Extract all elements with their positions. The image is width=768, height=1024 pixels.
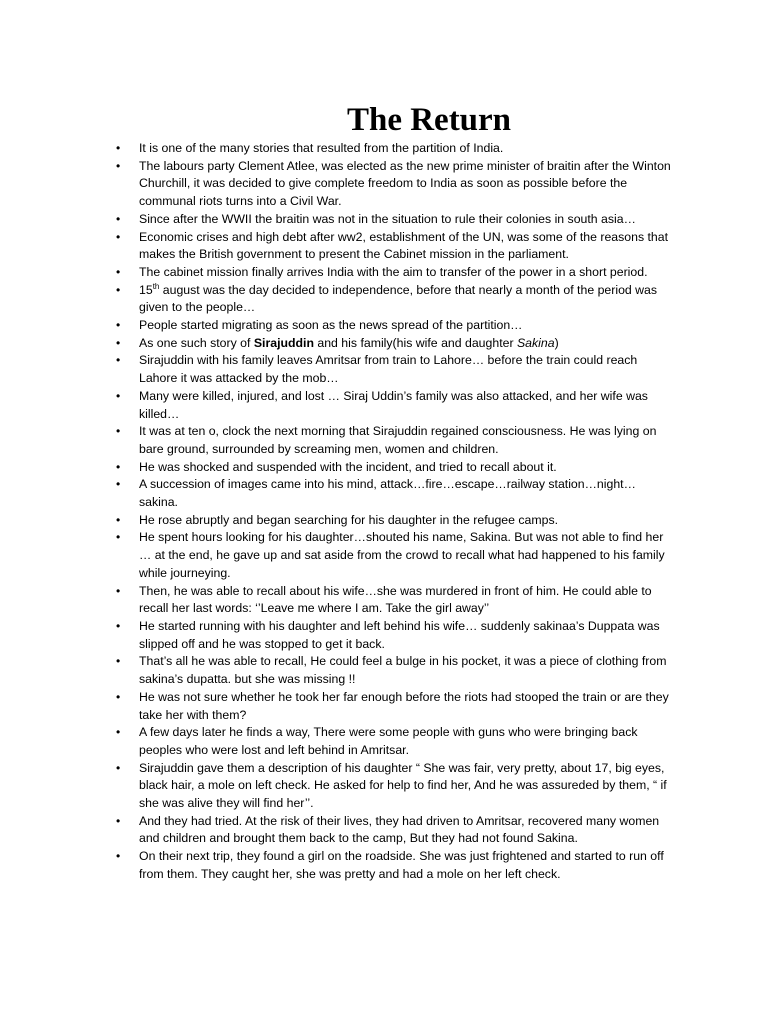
text-segment: The cabinet mission finally arrives India with the aim to transfer of the power in a short period. — [139, 264, 648, 279]
list-item — [116, 583, 676, 618]
text-segment: He rose abruptly and began searching for his daughter in the refugee camps. — [139, 512, 559, 527]
bullet-marker: • — [116, 725, 121, 740]
bullet-marker: • — [116, 583, 121, 598]
list-item — [116, 512, 676, 530]
list-item — [116, 760, 676, 813]
list-item-text — [139, 141, 503, 155]
list-item-text — [139, 477, 636, 509]
list-item-text — [139, 814, 659, 846]
list-item-text — [139, 513, 558, 527]
list-item — [116, 317, 676, 335]
text-segment: and his family(his wife and daughter — [313, 335, 517, 350]
list-item — [116, 813, 676, 848]
bullet-marker: • — [116, 477, 121, 492]
list-item — [116, 618, 676, 653]
text-segment: It is one of the many stories that resulted from the partition of India. — [139, 141, 504, 155]
list-item-text — [139, 849, 664, 881]
bullet-marker: • — [116, 388, 121, 403]
list-item-text — [139, 690, 669, 722]
list-item-text — [139, 460, 557, 474]
list-item-text — [139, 725, 638, 757]
bullet-marker: • — [116, 264, 121, 279]
bullet-marker: • — [116, 760, 121, 775]
list-item — [116, 423, 676, 458]
text-segment: ) — [554, 335, 559, 350]
bullet-marker: • — [116, 459, 121, 474]
bullet-marker: • — [116, 424, 121, 439]
bullet-marker: • — [116, 849, 121, 864]
list-item — [116, 689, 676, 724]
bullet-marker: • — [116, 282, 121, 297]
text-segment: People started migrating as soon as the news spread of the partition… — [139, 318, 523, 333]
list-item-text — [139, 212, 636, 226]
text-segment: As one such story of — [139, 335, 254, 350]
text-segment: It was at ten o, clock the next morning that Sirajuddin regained consciousness. He was lying on bare ground, surrounded by screaming men, women and children. — [139, 424, 657, 456]
bullet-marker: • — [116, 512, 121, 527]
bullet-marker: • — [116, 654, 121, 669]
text-segment: august was the day decided to independence, before that nearly a month of the period was given to the people… — [139, 282, 658, 315]
text-segment: And they had tried. At the risk of their lives, they had driven to Amritsar, recovered many women and children and brought them back to the camp, But they had not found Sakina. — [139, 813, 660, 846]
list-item-text — [139, 265, 648, 279]
list-item-text — [139, 761, 667, 810]
list-item — [116, 848, 676, 883]
text-segment: Then, he was able to recall about his wife…she was murdered in front of him. He could able to recall her last words: ‘’Leave me where I am. Take the girl away’’ — [139, 583, 652, 616]
list-item — [116, 282, 676, 317]
list-item-text — [139, 584, 652, 616]
list-item — [116, 459, 676, 477]
list-item — [116, 264, 676, 282]
text-segment: th — [152, 281, 160, 291]
bullet-marker: • — [116, 141, 121, 155]
list-item — [116, 724, 676, 759]
bullet-marker: • — [116, 530, 121, 545]
bullet-marker: • — [116, 158, 121, 173]
bullet-marker: • — [116, 229, 121, 244]
text-segment: Economic crises and high debt after ww2, establishment of the UN, was some of the reasons that makes the British government to present the Cabinet mission in the parliament. — [139, 229, 669, 262]
list-item-text — [139, 389, 648, 421]
bullet-marker: • — [116, 813, 121, 828]
text-segment: Sirajuddin gave them a description of his daughter “ She was fair, very pretty, about 17, big eyes, black hair, a mole on left check. He asked for help to find her, And he was assureded by them, “ if she was alive they will find her’’. — [139, 760, 667, 811]
document-title: The Return — [346, 102, 512, 138]
list-item-text — [139, 318, 522, 332]
text-segment: A few days later he finds a way, There were some people with guns who were bringing back peoples who were lost and left behind in Amritsar. — [139, 725, 638, 757]
list-item — [116, 229, 676, 264]
list-item-text — [139, 353, 637, 385]
bullet-marker: • — [116, 618, 121, 633]
text-segment: He started running with his daughter and left behind his wife… suddenly sakinaa’s Duppata was slipped off and he was stopped to get it back. — [139, 618, 660, 651]
list-item — [116, 335, 676, 353]
list-item-text — [139, 619, 660, 651]
list-item-text — [139, 230, 668, 262]
text-segment: That’s all he was able to recall, He could feel a bulge in his pocket, it was a piece of clothing from sakina’s dupatta. but she was missing !! — [139, 654, 667, 687]
text-segment: He spent hours looking for his daughter…shouted his name, Sakina. But was not able to find her … at the end, he gave up and sat aside from the crowd to recall what had happened to his family while journeying. — [139, 530, 665, 580]
list-item — [116, 529, 676, 582]
list-item-text — [139, 530, 665, 579]
list-item-text — [139, 283, 657, 315]
text-segment: Many were killed, injured, and lost … Siraj Uddin’s family was also attacked, and her wife was killed… — [139, 388, 648, 421]
text-segment: Since after the WWII the braitin was not in the situation to rule their colonies in south asia… — [139, 211, 636, 226]
text-segment: On their next trip, they found a girl on the roadside. She was just frightened and started to run off from them. They caught her, she was pretty and had a mole on her left check. — [139, 849, 664, 881]
list-item — [116, 388, 676, 423]
list-item-text — [139, 336, 559, 350]
text-segment: Sirajuddin with his family leaves Amritsar from train to Lahore… before the train could reach Lahore it was attacked by the mob… — [139, 353, 638, 386]
text-segment: The labours party Clement Atlee, was elected as the new prime minister of braitin after the Winton Churchill, it was decided to give complete freedom to India as soon as possible before the communal riots turns into a Civil War. — [139, 158, 671, 209]
bullet-marker: • — [116, 689, 121, 704]
bullet-list — [116, 140, 676, 884]
text-segment: He was not sure whether he took her far enough before the riots had stooped the train or are they take her with them? — [139, 689, 669, 722]
text-segment: He was shocked and suspended with the incident, and tried to recall about it. — [139, 459, 557, 474]
text-segment: A succession of images came into his mind, attack…fire…escape…railway station…night… sakina. — [139, 477, 636, 510]
text-segment: Sakina — [516, 335, 555, 350]
list-item — [116, 140, 676, 158]
list-item — [116, 653, 676, 688]
list-item — [116, 211, 676, 229]
list-item — [116, 476, 676, 511]
text-segment: Sirajuddin — [253, 335, 314, 350]
bullet-marker: • — [116, 353, 121, 368]
bullet-marker: • — [116, 335, 121, 350]
list-item-text — [139, 424, 656, 456]
text-segment: 15 — [139, 282, 153, 297]
list-item — [116, 158, 676, 211]
list-item — [116, 352, 676, 387]
bullet-marker: • — [116, 211, 121, 226]
bullet-marker: • — [116, 318, 121, 333]
list-item-text — [139, 159, 671, 208]
list-item-text — [139, 654, 666, 686]
